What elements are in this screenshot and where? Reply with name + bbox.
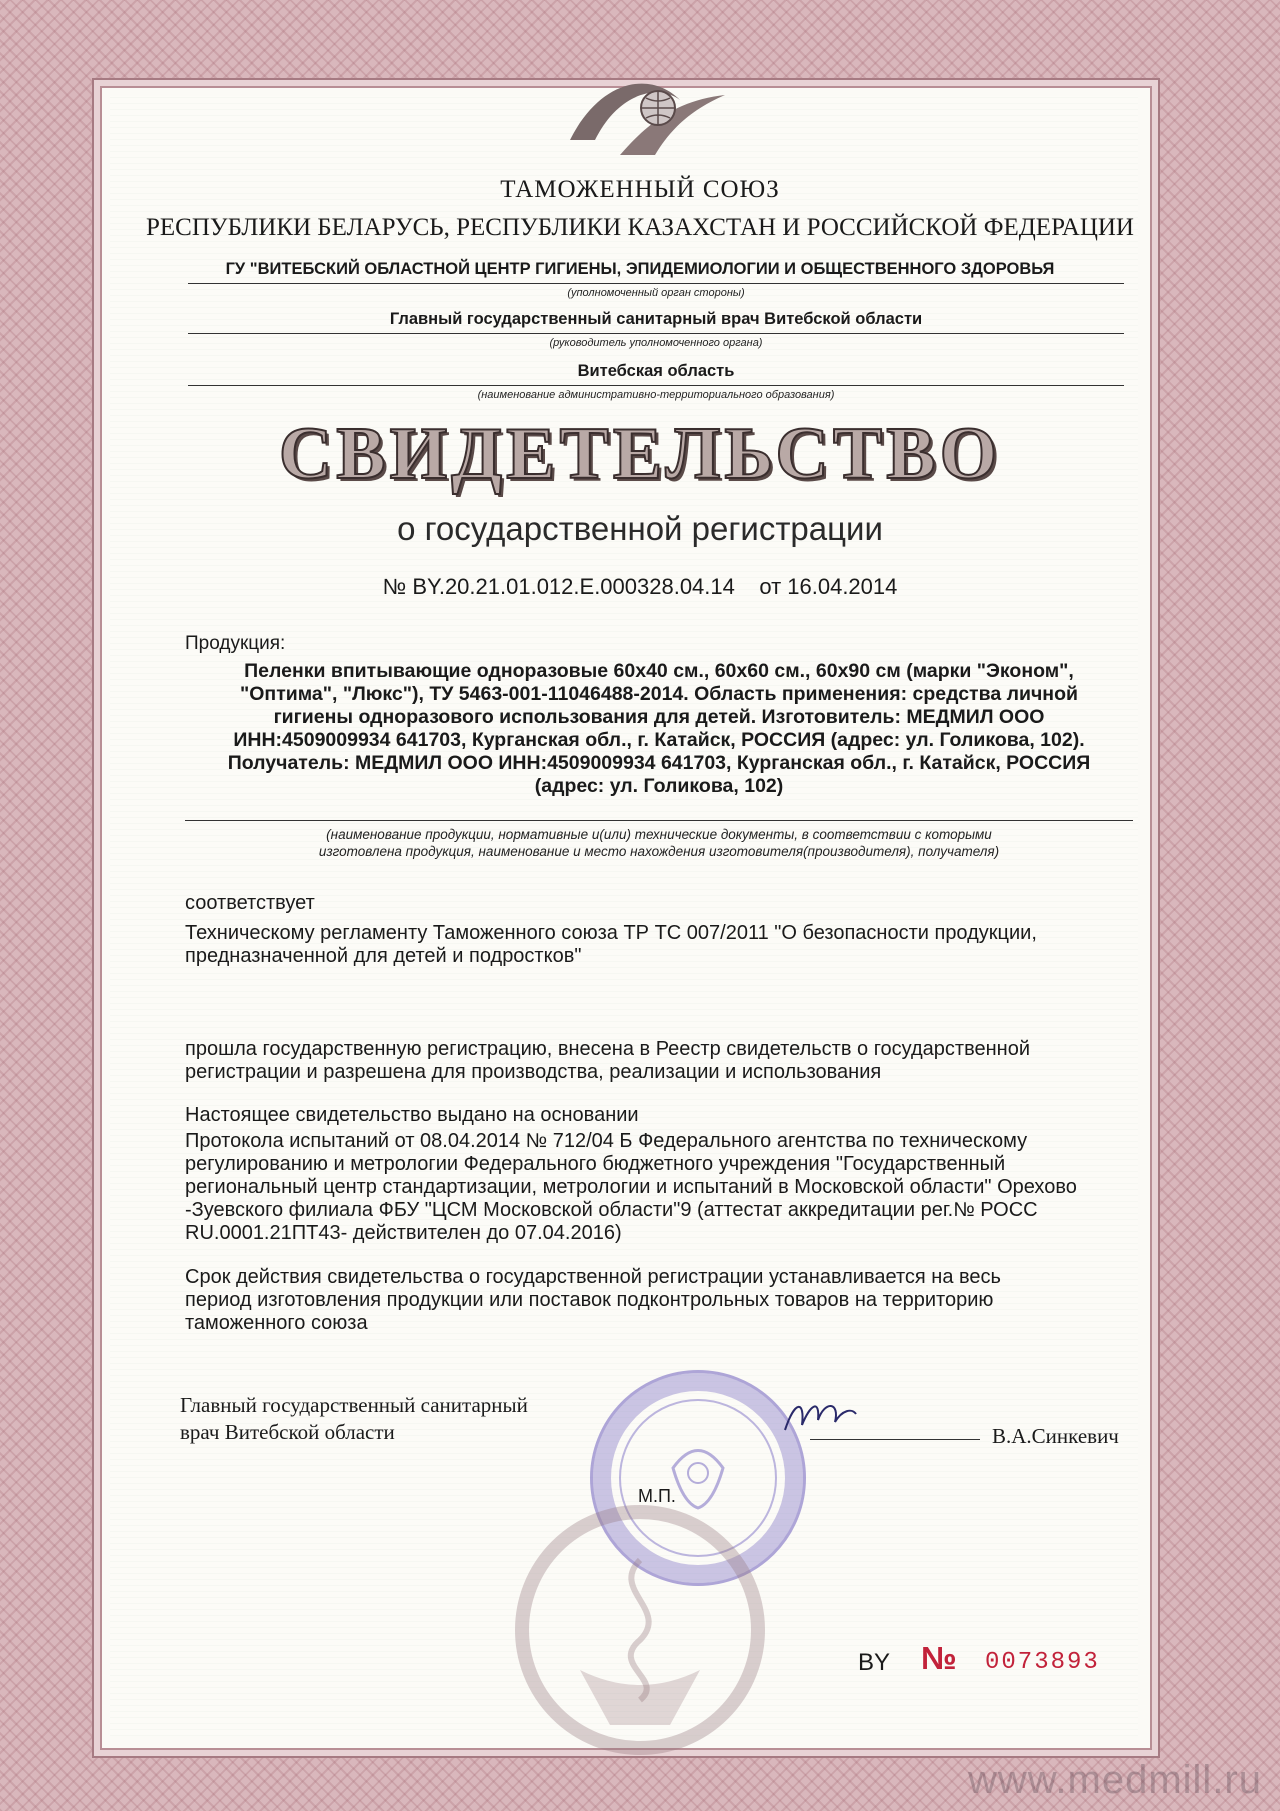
regulation-line: Техническому регламенту Таможенного союза ТР ТС 007/2011 "О безопасности продукции, [185,922,1037,944]
customs-union-emblem [560,60,730,160]
product-line: "Оптима", "Люкс"), ТУ 5463-001-11046488-2014. Область применения: средства личной [240,683,1078,705]
regulation-text [185,922,1145,968]
republics-line: РЕСПУБЛИКИ БЕЛАРУСЬ, РЕСПУБЛИКИ КАЗАХСТАН И РОССИЙСКОЙ ФЕДЕРАЦИИ [145,214,1134,241]
head-rule [188,333,1124,334]
basis-line: RU.0001.21ПТ43- действителен до 07.04.2016) [185,1222,622,1244]
document-title: СВИДЕТЕЛЬСТВО [278,413,1002,495]
product-line: Пеленки впитывающие одноразовые 60х40 см., 60х60 см., 60х90 см (марки "Эконом", [244,660,1074,682]
head-title: Главный государственный санитарный врач Витебской области [389,310,923,328]
form-serial-number: 0073893 [985,1649,1100,1676]
region-rule [188,385,1124,386]
handwritten-signature [780,1390,860,1440]
position-line: Главный государственный санитарный [180,1393,528,1417]
registration-text [185,1038,1145,1084]
product-label: Продукция: [185,633,286,654]
product-description [185,660,1133,798]
validity-line: Срок действия свидетельства о государственной регистрации устанавливается на весь [185,1266,1001,1288]
signatory-name: В.А.Синкевич [992,1424,1119,1448]
product-caption [185,826,1133,860]
product-line: Получатель: МЕДМИЛ ООО ИНН:4509009934 641703, Курганская обл., г. Катайск, РОССИЯ [227,752,1091,774]
authority-caption: (уполномоченный орган стороны) [567,287,745,299]
basis-line: региональный центр стандартизации, метрологии и испытаний в Московской области" Орехово [185,1176,1077,1198]
head-caption: (руководитель уполномоченного органа) [549,337,763,349]
regulation-line: предназначенной для детей и подростков" [185,945,582,967]
validity-text [185,1266,1145,1335]
certificate-number: № BY.20.21.01.012.E.000328.04.14 от 16.04.2014 [382,574,898,599]
stamp-place-label: М.П. [638,1486,676,1506]
caption-line: изготовлена продукция, наименование и место нахождения изготовителя(производителя), получателя) [318,844,1000,859]
product-line: (адрес: ул. Голикова, 102) [534,775,784,797]
signatory-position [180,1392,528,1446]
product-rule [185,820,1133,821]
document-subtitle: о государственной регистрации [397,510,883,547]
registration-line: регистрации и разрешена для производства, реализации и использования [185,1061,882,1083]
registration-line: прошла государственную регистрацию, внесена в Реестр свидетельств о государственной [185,1038,1030,1060]
basis-line: Протокола испытаний от 08.04.2014 № 712/04 Б Федерального агентства по техническому [185,1130,1028,1152]
validity-line: период изготовления продукции или поставок подконтрольных товаров на территорию [185,1289,994,1311]
form-number-sign: № [921,1640,957,1676]
union-title: ТАМОЖЕННЫЙ СОЮЗ [500,176,780,203]
signature-rule [810,1439,980,1440]
medical-emblem-icon [490,1500,790,1760]
basis-label: Настоящее свидетельство выдано на основании [185,1104,639,1126]
validity-line: таможенного союза [185,1312,368,1334]
basis-line: -Зуевского филиала ФБУ "ЦСМ Московской области"9 (аттестат аккредитации рег.№ РОСС [185,1199,1038,1221]
basis-line: регулированию и метрологии Федерального бюджетного учреждения "Государственный [185,1153,1006,1175]
product-line: гигиены одноразового использования для детей. Изготовитель: МЕДМИЛ ООО [273,706,1045,728]
form-country-code: BY [858,1649,891,1676]
site-watermark: www.medmill.ru [967,1758,1262,1802]
product-line: ИНН:4509009934 641703, Курганская обл., г. Катайск, РОССИЯ (адрес: ул. Голикова, 102). [233,729,1085,751]
authority-rule [188,283,1124,284]
position-line: врач Витебской области [180,1420,395,1444]
authority-name: ГУ "ВИТЕБСКИЙ ОБЛАСТНОЙ ЦЕНТР ГИГИЕНЫ, ЭПИДЕМИОЛОГИИ И ОБЩЕСТВЕННОГО ЗДОРОВЬЯ [225,260,1055,278]
caption-line: (наименование продукции, нормативные и(или) технические документы, в соответствии с которыми [326,827,992,842]
conforms-label: соответствует [185,892,315,914]
basis-text [185,1130,1145,1245]
region-caption: (наименование административно-территориального образования) [477,389,835,401]
region-name: Витебская область [577,362,735,380]
